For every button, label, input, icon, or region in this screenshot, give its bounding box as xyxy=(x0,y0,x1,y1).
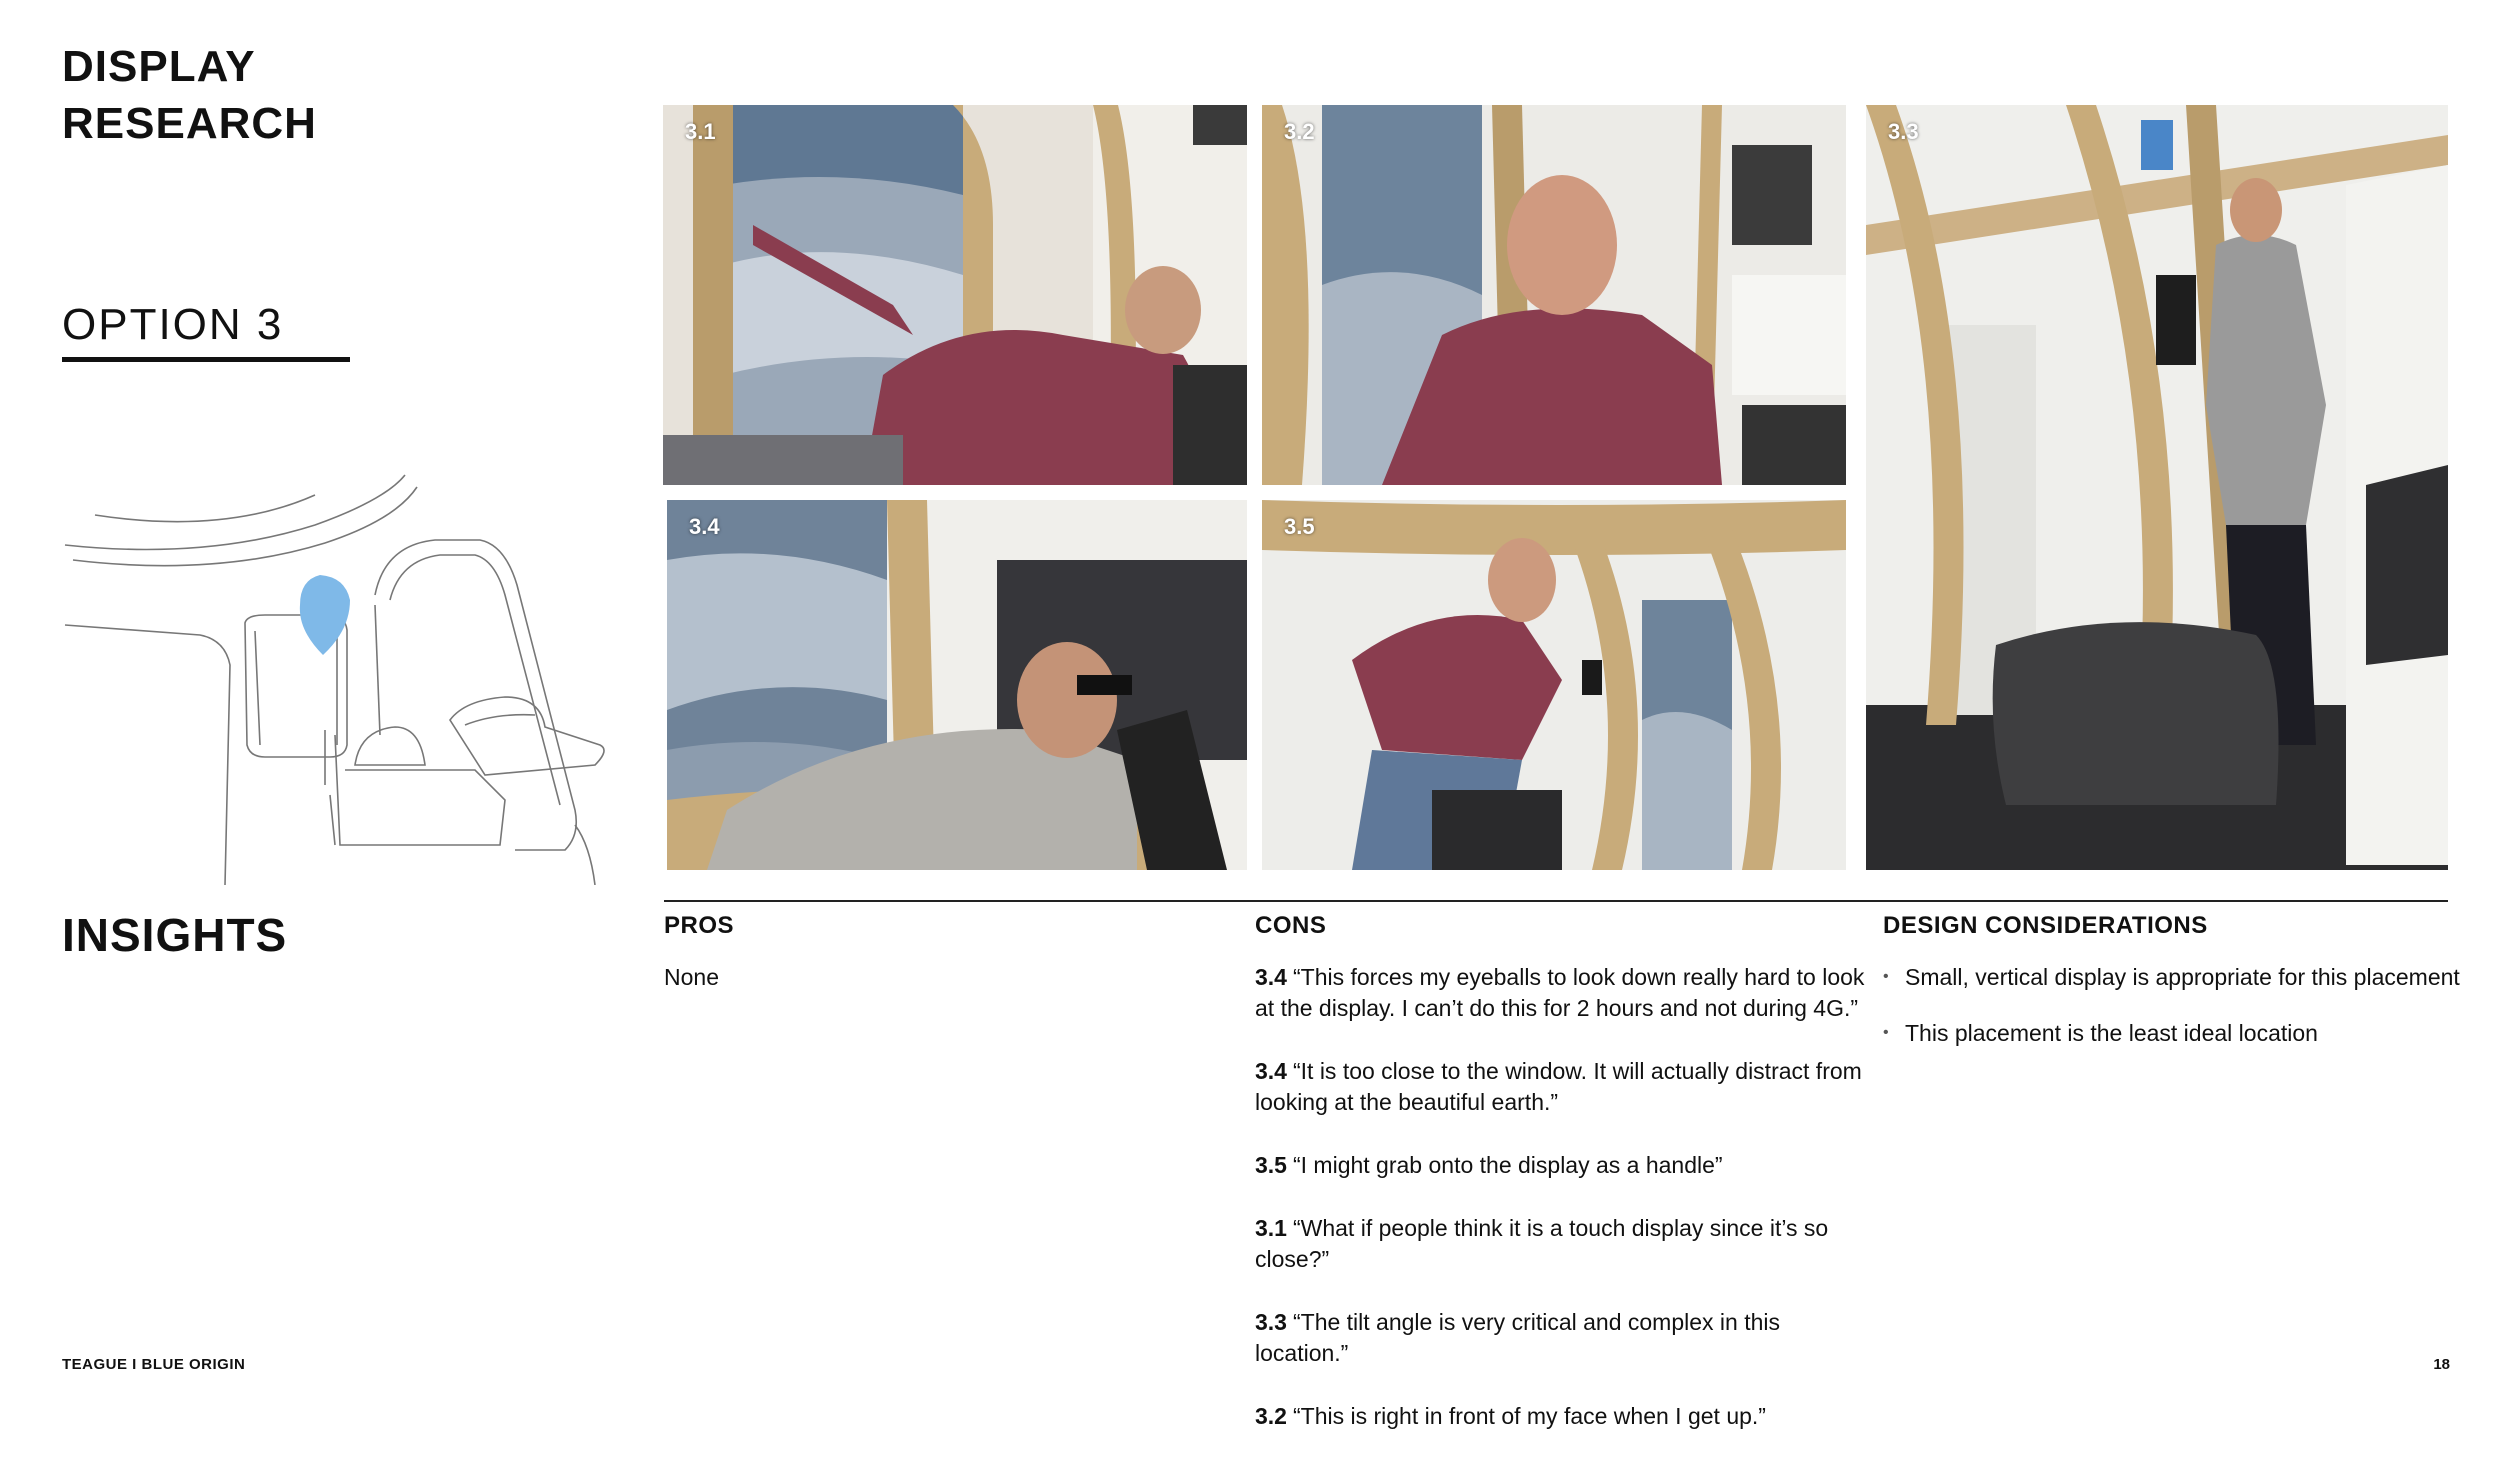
photo-3-2-image xyxy=(1262,105,1846,485)
cons-quote xyxy=(1255,1056,1875,1118)
photo-3-5-image xyxy=(1262,500,1846,870)
quote-ref: 3.4 xyxy=(1255,964,1287,990)
design-consideration-item: • Small, vertical display is appropriate for this placement xyxy=(1883,962,2463,993)
cabin-sketch-illustration xyxy=(55,465,615,885)
footer-brand: TEAGUE I BLUE ORIGIN xyxy=(62,1356,246,1373)
cons-quote xyxy=(1255,962,1875,1024)
photo-label-3-2: 3.2 xyxy=(1284,119,1315,144)
quote-ref: 3.4 xyxy=(1255,1058,1287,1084)
quote-text: “What if people think it is a touch display since it’s so close?” xyxy=(1255,1215,1829,1272)
photo-label-3-1: 3.1 xyxy=(685,119,716,144)
photo-label-3-5: 3.5 xyxy=(1284,514,1315,539)
photo-label-3-3: 3.3 xyxy=(1888,119,1919,144)
insights-divider xyxy=(664,900,2448,902)
photo-3-3-image xyxy=(1866,105,2448,870)
design-consideration-item: • This placement is the least ideal location xyxy=(1883,1018,2463,1049)
pros-text: None xyxy=(664,964,719,990)
cons-list xyxy=(1255,962,1875,1464)
quote-text: “This forces my eyeballs to look down really hard to look at the display. I can’t do this for 2 hours and not during 4G.” xyxy=(1255,964,1865,1021)
option-heading: OPTION 3 xyxy=(62,300,284,349)
design-considerations-list xyxy=(1883,962,2463,1074)
page-title: DISPLAY RESEARCH xyxy=(62,42,317,148)
photo-label-3-4: 3.4 xyxy=(689,514,720,539)
insights-heading: INSIGHTS xyxy=(62,909,288,961)
cons-quote xyxy=(1255,1307,1875,1369)
quote-text: “This is right in front of my face when I get up.” xyxy=(1292,1403,1766,1429)
photo-3-3 xyxy=(1866,105,2448,870)
quote-ref: 3.5 xyxy=(1255,1152,1287,1178)
quote-ref: 3.2 xyxy=(1255,1403,1287,1429)
quote-text: “It is too close to the window. It will actually distract from looking at the beautiful earth.” xyxy=(1255,1058,1862,1115)
quote-ref: 3.3 xyxy=(1255,1309,1287,1335)
photo-3-4 xyxy=(667,500,1247,870)
cons-quote xyxy=(1255,1213,1875,1275)
photo-3-1-image xyxy=(663,105,1247,485)
photo-3-2 xyxy=(1262,105,1846,485)
option-underline xyxy=(62,357,350,362)
cons-quote xyxy=(1255,1150,1875,1181)
pros-heading: PROS xyxy=(664,912,735,939)
photo-3-4-image xyxy=(667,500,1247,870)
quote-text: “The tilt angle is very critical and complex in this location.” xyxy=(1255,1309,1781,1366)
quote-ref: 3.1 xyxy=(1255,1215,1287,1241)
page-number: 18 xyxy=(2433,1356,2450,1373)
photo-3-5 xyxy=(1262,500,1846,870)
design-considerations-heading: DESIGN CONSIDERATIONS xyxy=(1883,912,2208,939)
cons-heading: CONS xyxy=(1255,912,1327,939)
quote-text: “I might grab onto the display as a handle” xyxy=(1292,1152,1723,1178)
photo-3-1 xyxy=(663,105,1247,485)
